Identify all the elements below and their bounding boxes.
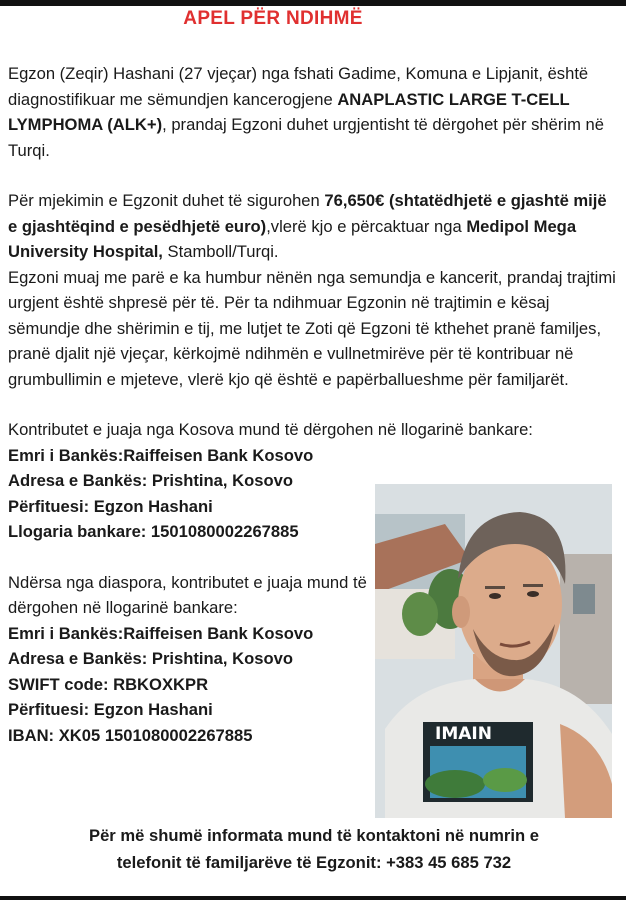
diagnosis-text: ANAPLASTIC LARGE T-CELL LYMPHOMA (ALK+): [8, 89, 570, 134]
diaspora-bank-address: Adresa e Bankës: Prishtina, Kosovo: [8, 649, 293, 668]
footer-line-1: Për më shumë informata mund të kontaktoni në numrin e: [89, 826, 539, 845]
page-title: APEL PËR NDIHMË: [183, 8, 363, 29]
diaspora-intro: Ndërsa nga diaspora, kontributet e juaja mund të dërgohen në llogarinë bankare:: [8, 572, 367, 617]
paragraph-text: ,vlerë kjo e përcaktuar nga: [266, 216, 467, 236]
paragraph-text: , prandaj Egzoni duhet urgjentisht të dërgohet për shërim në Turqi.: [8, 115, 604, 160]
paragraph-text: Për mjekimin e Egzonit duhet të sigurohen: [8, 191, 325, 210]
paragraph-cost: [8, 188, 616, 265]
kosovo-account: Llogaria bankare: 1501080002267885: [8, 522, 299, 541]
kosovo-bank-name: Emri i Bankës:Raiffeisen Bank Kosovo: [8, 445, 314, 465]
portrait-illustration: [375, 484, 612, 818]
amount-text: 76,650€ (shtatëdhjetë e gjashtë mijë e gjashtëqind e pesëdhjetë euro): [8, 191, 607, 236]
diaspora-beneficiary: Përfituesi: Egzon Hashani: [8, 700, 213, 719]
kosovo-beneficiary: Përfituesi: Egzon Hashani: [8, 496, 213, 516]
portrait-photo: [375, 484, 612, 818]
diaspora-bank-name: Emri i Bankës:Raiffeisen Bank Kosovo: [8, 623, 314, 643]
diaspora-iban: IBAN: XK05 1501080002267885: [8, 725, 253, 745]
shirt-print-text: IMAIN: [435, 724, 492, 744]
top-border: [0, 0, 626, 6]
diaspora-swift: SWIFT code: RBKOXKPR: [8, 674, 209, 694]
footer-line-2: telefonit të familjarëve të Egzonit: +383 45 685 732: [116, 853, 512, 872]
paragraph-text: Egzon (Zeqir) Hashani (27 vjeçar) nga fshati Gadime, Komuna e Lipjanit, është diagnostifikuar me sëmundjen kancerogjene: [8, 64, 589, 109]
contact-footer: [6, 822, 622, 876]
hospital-name: Medipol Mega University Hospital,: [8, 216, 577, 261]
kosovo-bank-address: Adresa e Bankës: Prishtina, Kosovo: [8, 471, 293, 490]
paragraph-text: Stamboll/Turqi.: [162, 242, 279, 261]
bottom-border: [0, 896, 626, 900]
paragraph-diagnosis: [8, 61, 616, 163]
paragraph-story: Egzoni muaj me parë e ka humbur nënën nga semundja e kancerit, prandaj trajtimi urgjent është shpresë për të. Për ta ndihmuar Egzonin në trajtimin e kësaj sëmundje dhe shërimin e tij, me lutjet te Zoti që Egzoni të kthehet pranë familjes, pranë djalit një vjeçar, kërkojmë ndihmën e vullnetmirëve për të kontribuar në grumbullimin e mjeteve, vlerë kjo që është e papërballueshme për familjarët.: [8, 267, 616, 389]
kosovo-intro: Kontributet e juaja nga Kosova mund të dërgohen në llogarinë bankare:: [8, 420, 533, 439]
